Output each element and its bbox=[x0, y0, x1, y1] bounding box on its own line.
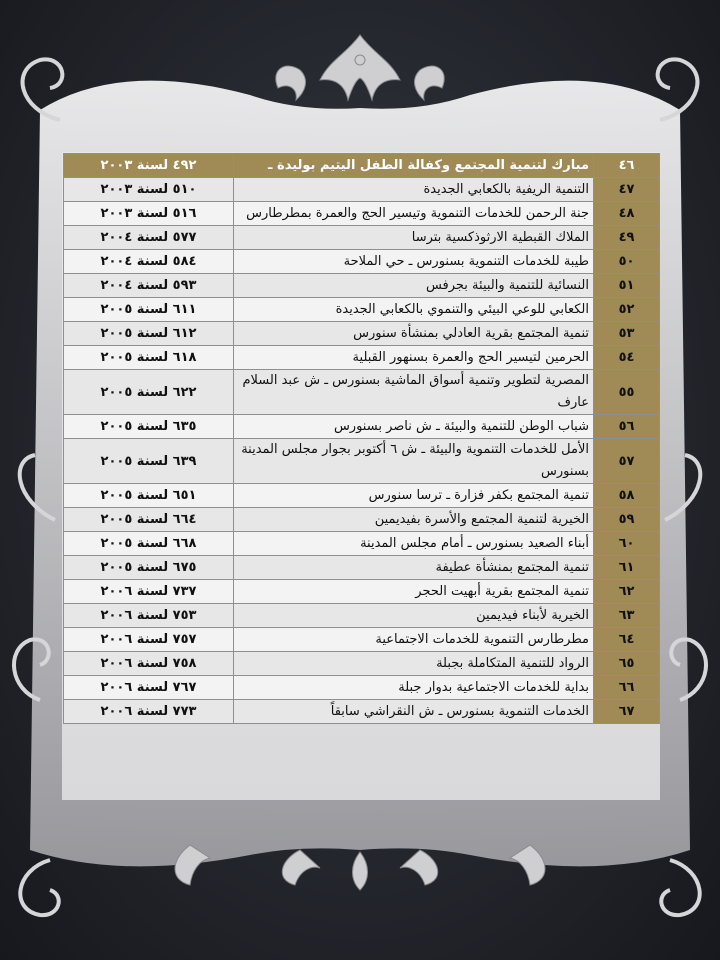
row-number-cell: ٤٩ bbox=[594, 226, 660, 250]
row-number-cell: ٥٩ bbox=[594, 508, 660, 532]
table-row bbox=[64, 439, 660, 484]
table-row bbox=[64, 628, 660, 652]
row-number-cell: ٦١ bbox=[594, 556, 660, 580]
registration-year-cell: ٦٧٥ لسنة ٢٠٠٥ bbox=[64, 556, 234, 580]
registration-year-cell: ٧٧٣ لسنة ٢٠٠٦ bbox=[64, 700, 234, 724]
association-name-cell: تنمية المجتمع بقرية أبهيت الحجر bbox=[234, 580, 594, 604]
row-number-cell: ٥٤ bbox=[594, 346, 660, 370]
registration-year-cell: ٦١٨ لسنة ٢٠٠٥ bbox=[64, 346, 234, 370]
association-name-cell: تنمية المجتمع بكفر فزارة ـ ترسا سنورس bbox=[234, 484, 594, 508]
association-name-cell: الخيرية لتنمية المجتمع والأسرة بفيديمين bbox=[234, 508, 594, 532]
row-number-cell: ٥٧ bbox=[594, 439, 660, 484]
row-number-cell: ٥٢ bbox=[594, 298, 660, 322]
association-name-cell: الخيرية لأبناء فيديمين bbox=[234, 604, 594, 628]
row-number-cell: ٥١ bbox=[594, 274, 660, 298]
registration-year-cell: ٧٥٧ لسنة ٢٠٠٦ bbox=[64, 628, 234, 652]
table-row bbox=[64, 700, 660, 724]
association-name-cell: الملاك القبطية الارثوذكسية بترسا bbox=[234, 226, 594, 250]
row-number-cell: ٦٦ bbox=[594, 676, 660, 700]
row-number-cell: ٤٧ bbox=[594, 178, 660, 202]
registration-year-cell: ٦٣٥ لسنة ٢٠٠٥ bbox=[64, 415, 234, 439]
registration-year-cell: ٤٩٢ لسنة ٢٠٠٣ bbox=[64, 154, 234, 178]
row-number-cell: ٥٦ bbox=[594, 415, 660, 439]
registration-year-cell: ٦٦٤ لسنة ٢٠٠٥ bbox=[64, 508, 234, 532]
table-row bbox=[64, 652, 660, 676]
table-row bbox=[64, 202, 660, 226]
association-name-cell: تنمية المجتمع بمنشأة عطيفة bbox=[234, 556, 594, 580]
table-row bbox=[64, 298, 660, 322]
table-row bbox=[64, 322, 660, 346]
table-row bbox=[64, 484, 660, 508]
association-name-cell: المصرية لتطوير وتنمية أسواق الماشية بسنورس ـ ش عبد السلام عارف bbox=[234, 370, 594, 415]
row-number-cell: ٦٥ bbox=[594, 652, 660, 676]
association-name-cell: مبارك لتنمية المجتمع وكفالة الطفل اليتيم بوليدة ـ bbox=[234, 154, 594, 178]
association-name-cell: طيبة للخدمات التنموية بسنورس ـ حي الملاحة bbox=[234, 250, 594, 274]
row-number-cell: ٥٨ bbox=[594, 484, 660, 508]
row-number-cell: ٦٢ bbox=[594, 580, 660, 604]
row-number-cell: ٥٠ bbox=[594, 250, 660, 274]
associations-table bbox=[63, 153, 660, 724]
table-row bbox=[64, 274, 660, 298]
registration-year-cell: ٧٣٧ لسنة ٢٠٠٦ bbox=[64, 580, 234, 604]
association-name-cell: التنمية الريفية بالكعابي الجديدة bbox=[234, 178, 594, 202]
table-header-row bbox=[64, 154, 660, 178]
association-name-cell: تنمية المجتمع بقرية العادلي بمنشأة سنورس bbox=[234, 322, 594, 346]
table-row bbox=[64, 580, 660, 604]
registration-year-cell: ٥١٠ لسنة ٢٠٠٣ bbox=[64, 178, 234, 202]
table-body bbox=[64, 154, 660, 724]
top-crest-ornament bbox=[276, 35, 444, 100]
registration-year-cell: ٦٦٨ لسنة ٢٠٠٥ bbox=[64, 532, 234, 556]
registration-year-cell: ٦٣٩ لسنة ٢٠٠٥ bbox=[64, 439, 234, 484]
row-number-cell: ٥٣ bbox=[594, 322, 660, 346]
association-name-cell: الأمل للخدمات التنموية والبيئة ـ ش ٦ أكتوبر بجوار مجلس المدينة بسنورس bbox=[234, 439, 594, 484]
table-row bbox=[64, 250, 660, 274]
table-row bbox=[64, 370, 660, 415]
registration-year-cell: ٦٢٢ لسنة ٢٠٠٥ bbox=[64, 370, 234, 415]
association-name-cell: جنة الرحمن للخدمات التنموية وتيسير الحج والعمرة بمطرطارس bbox=[234, 202, 594, 226]
table-row bbox=[64, 178, 660, 202]
table-row bbox=[64, 604, 660, 628]
table-row bbox=[64, 508, 660, 532]
row-number-cell: ٤٨ bbox=[594, 202, 660, 226]
association-name-cell: الحرمين لتيسير الحج والعمرة بسنهور القبلية bbox=[234, 346, 594, 370]
association-name-cell: بداية للخدمات الاجتماعية بدوار جبلة bbox=[234, 676, 594, 700]
table-row bbox=[64, 676, 660, 700]
registration-year-cell: ٧٦٧ لسنة ٢٠٠٦ bbox=[64, 676, 234, 700]
association-name-cell: النسائية للتنمية والبيئة بجرفس bbox=[234, 274, 594, 298]
row-number-cell: ٤٦ bbox=[594, 154, 660, 178]
registration-year-cell: ٧٥٨ لسنة ٢٠٠٦ bbox=[64, 652, 234, 676]
table-row bbox=[64, 556, 660, 580]
registration-year-cell: ٥٨٤ لسنة ٢٠٠٤ bbox=[64, 250, 234, 274]
registration-year-cell: ٦٥١ لسنة ٢٠٠٥ bbox=[64, 484, 234, 508]
table-row bbox=[64, 415, 660, 439]
registration-year-cell: ٥٧٧ لسنة ٢٠٠٤ bbox=[64, 226, 234, 250]
table-row bbox=[64, 346, 660, 370]
row-number-cell: ٦٣ bbox=[594, 604, 660, 628]
association-name-cell: أبناء الصعيد بسنورس ـ أمام مجلس المدينة bbox=[234, 532, 594, 556]
association-name-cell: الخدمات التنموية بسنورس ـ ش النقراشي سابقاً bbox=[234, 700, 594, 724]
row-number-cell: ٦٠ bbox=[594, 532, 660, 556]
association-name-cell: الرواد للتنمية المتكاملة بجبلة bbox=[234, 652, 594, 676]
association-name-cell: شباب الوطن للتنمية والبيئة ـ ش ناصر بسنورس bbox=[234, 415, 594, 439]
association-name-cell: مطرطارس التنموية للخدمات الاجتماعية bbox=[234, 628, 594, 652]
association-name-cell: الكعابي للوعي البيئي والتنموي بالكعابي الجديدة bbox=[234, 298, 594, 322]
table-row bbox=[64, 226, 660, 250]
registration-year-cell: ٧٥٣ لسنة ٢٠٠٦ bbox=[64, 604, 234, 628]
row-number-cell: ٦٤ bbox=[594, 628, 660, 652]
table-row bbox=[64, 532, 660, 556]
row-number-cell: ٦٧ bbox=[594, 700, 660, 724]
registration-year-cell: ٥٩٣ لسنة ٢٠٠٤ bbox=[64, 274, 234, 298]
registration-year-cell: ٦١٢ لسنة ٢٠٠٥ bbox=[64, 322, 234, 346]
registration-year-cell: ٥١٦ لسنة ٢٠٠٣ bbox=[64, 202, 234, 226]
row-number-cell: ٥٥ bbox=[594, 370, 660, 415]
registration-year-cell: ٦١١ لسنة ٢٠٠٥ bbox=[64, 298, 234, 322]
